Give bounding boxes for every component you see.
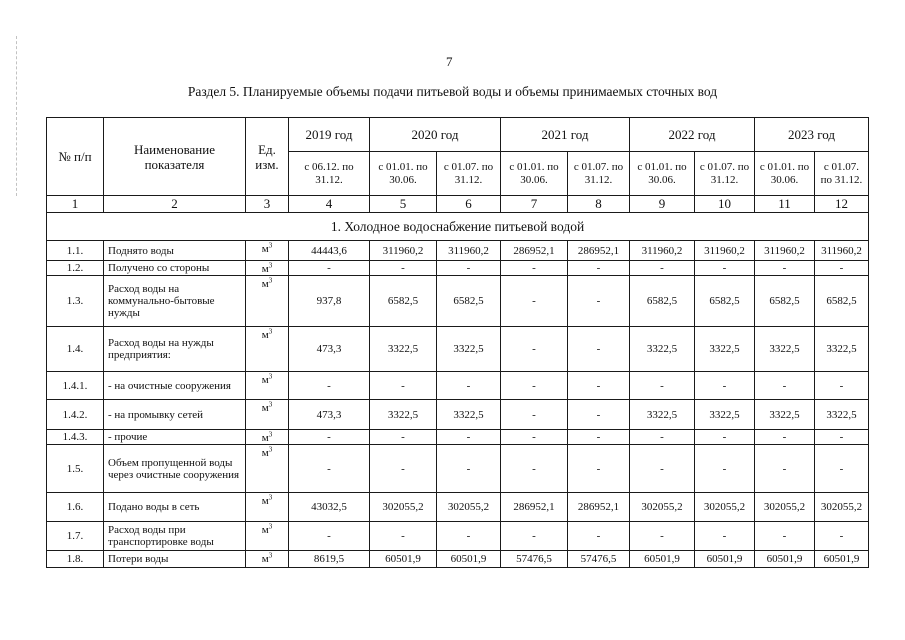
row-value: - xyxy=(568,430,630,445)
row-value: - xyxy=(370,445,437,493)
row-value: - xyxy=(370,261,437,276)
column-number: 8 xyxy=(568,196,630,213)
row-value: 937,8 xyxy=(289,276,370,327)
unit-symbol: м xyxy=(261,374,269,386)
row-unit xyxy=(246,241,289,261)
table-row xyxy=(47,276,869,327)
row-code: 1.6. xyxy=(47,493,104,522)
unit-symbol: м xyxy=(261,495,269,507)
column-number: 9 xyxy=(630,196,695,213)
row-value: - xyxy=(501,430,568,445)
row-value: - xyxy=(630,445,695,493)
unit-exponent: 3 xyxy=(268,551,273,560)
row-name: Получено со стороны xyxy=(104,261,246,276)
row-value: 302055,2 xyxy=(370,493,437,522)
row-value: - xyxy=(289,372,370,400)
row-value: 3322,5 xyxy=(695,327,755,372)
column-number: 7 xyxy=(501,196,568,213)
header-period: с 01.01. по 30.06. xyxy=(501,152,568,196)
row-value: 60501,9 xyxy=(630,551,695,568)
header-unit: Ед. изм. xyxy=(246,118,289,196)
unit-exponent: 3 xyxy=(268,261,273,270)
header-period: с 01.01. по 30.06. xyxy=(370,152,437,196)
header-period: с 01.07. по 31.12. xyxy=(437,152,501,196)
table-row xyxy=(47,327,869,372)
unit-exponent: 3 xyxy=(268,327,273,336)
row-value: 57476,5 xyxy=(568,551,630,568)
row-value: 311960,2 xyxy=(815,241,869,261)
row-value: 311960,2 xyxy=(437,241,501,261)
unit-symbol: м xyxy=(261,553,269,565)
row-code: 1.2. xyxy=(47,261,104,276)
column-number: 6 xyxy=(437,196,501,213)
header-period: с 01.07. по 31.12. xyxy=(815,152,869,196)
row-unit xyxy=(246,400,289,430)
row-unit xyxy=(246,493,289,522)
row-value: 60501,9 xyxy=(695,551,755,568)
row-name: - на промывку сетей xyxy=(104,400,246,430)
unit-symbol: м xyxy=(261,432,269,444)
header-period: с 01.01. по 30.06. xyxy=(630,152,695,196)
row-value: 60501,9 xyxy=(815,551,869,568)
section-heading: 1. Холодное водоснабжение питьевой водой xyxy=(47,213,869,241)
row-value: - xyxy=(437,261,501,276)
row-value: 3322,5 xyxy=(815,400,869,430)
row-value: - xyxy=(568,276,630,327)
row-value: - xyxy=(695,430,755,445)
row-value: - xyxy=(815,430,869,445)
row-value: 286952,1 xyxy=(501,493,568,522)
row-name: Подано воды в сеть xyxy=(104,493,246,522)
row-value: - xyxy=(695,522,755,551)
row-value: - xyxy=(289,522,370,551)
row-code: 1.4.2. xyxy=(47,400,104,430)
row-value: 6582,5 xyxy=(437,276,501,327)
unit-exponent: 3 xyxy=(268,522,273,531)
table-row xyxy=(47,445,869,493)
row-value: 6582,5 xyxy=(370,276,437,327)
column-number: 4 xyxy=(289,196,370,213)
header-period: с 01.07. по 31.12. xyxy=(568,152,630,196)
row-value: 3322,5 xyxy=(755,400,815,430)
row-value: - xyxy=(437,445,501,493)
row-value: 6582,5 xyxy=(695,276,755,327)
column-number: 12 xyxy=(815,196,869,213)
row-code: 1.4.1. xyxy=(47,372,104,400)
row-value: - xyxy=(755,372,815,400)
water-volume-table xyxy=(46,117,869,568)
row-value: - xyxy=(568,522,630,551)
header-year-2021: 2021 год xyxy=(501,118,630,152)
row-value: - xyxy=(501,400,568,430)
column-number: 2 xyxy=(104,196,246,213)
row-unit xyxy=(246,551,289,568)
row-name: Объем пропущенной воды через очистные сооружения xyxy=(104,445,246,493)
row-unit xyxy=(246,261,289,276)
row-value: - xyxy=(501,276,568,327)
row-value: - xyxy=(630,261,695,276)
header-name: Наименование показателя xyxy=(104,118,246,196)
row-value: 6582,5 xyxy=(755,276,815,327)
unit-exponent: 3 xyxy=(268,493,273,502)
table-row xyxy=(47,551,869,568)
row-value: - xyxy=(815,445,869,493)
column-number: 5 xyxy=(370,196,437,213)
row-value: - xyxy=(289,430,370,445)
header-year-2022: 2022 год xyxy=(630,118,755,152)
row-value: - xyxy=(695,372,755,400)
row-value: 286952,1 xyxy=(501,241,568,261)
row-code: 1.7. xyxy=(47,522,104,551)
table-row xyxy=(47,372,869,400)
row-value: - xyxy=(501,445,568,493)
row-value: 6582,5 xyxy=(815,276,869,327)
row-value: 3322,5 xyxy=(630,400,695,430)
row-value: - xyxy=(437,522,501,551)
row-unit xyxy=(246,522,289,551)
header-period: с 06.12. по 31.12. xyxy=(289,152,370,196)
row-value: 3322,5 xyxy=(370,327,437,372)
unit-exponent: 3 xyxy=(268,372,273,381)
row-unit xyxy=(246,430,289,445)
header-year-2019: 2019 год xyxy=(289,118,370,152)
row-value: - xyxy=(755,261,815,276)
table-row xyxy=(47,400,869,430)
unit-symbol: м xyxy=(261,263,269,275)
row-value: - xyxy=(289,261,370,276)
row-code: 1.5. xyxy=(47,445,104,493)
unit-symbol: м xyxy=(261,329,269,341)
unit-exponent: 3 xyxy=(268,400,273,409)
row-value: - xyxy=(630,372,695,400)
row-value: 311960,2 xyxy=(630,241,695,261)
column-number: 10 xyxy=(695,196,755,213)
column-number: 1 xyxy=(47,196,104,213)
row-value: - xyxy=(695,445,755,493)
row-value: - xyxy=(501,261,568,276)
row-value: 6582,5 xyxy=(630,276,695,327)
row-value: - xyxy=(815,522,869,551)
row-value: - xyxy=(289,445,370,493)
row-value: - xyxy=(370,430,437,445)
row-value: - xyxy=(501,372,568,400)
row-value: - xyxy=(501,522,568,551)
row-value: 3322,5 xyxy=(437,327,501,372)
row-value: 3322,5 xyxy=(815,327,869,372)
row-value: - xyxy=(815,372,869,400)
row-value: 43032,5 xyxy=(289,493,370,522)
unit-exponent: 3 xyxy=(268,430,273,439)
row-value: 302055,2 xyxy=(437,493,501,522)
row-value: - xyxy=(568,261,630,276)
row-code: 1.3. xyxy=(47,276,104,327)
row-name: Расход воды при транспортировке воды xyxy=(104,522,246,551)
header-period: с 01.07. по 31.12. xyxy=(695,152,755,196)
table-row xyxy=(47,261,869,276)
row-value: 286952,1 xyxy=(568,241,630,261)
unit-exponent: 3 xyxy=(268,445,273,454)
row-value: - xyxy=(695,261,755,276)
section-title: Раздел 5. Планируемые объемы подачи питьевой воды и объемы принимаемых сточных вод xyxy=(187,84,718,99)
row-value: 311960,2 xyxy=(695,241,755,261)
row-value: - xyxy=(630,430,695,445)
row-value: - xyxy=(815,261,869,276)
row-value: 311960,2 xyxy=(370,241,437,261)
row-name: - на очистные сооружения xyxy=(104,372,246,400)
row-name: Потери воды xyxy=(104,551,246,568)
row-value: - xyxy=(568,372,630,400)
table-row xyxy=(47,522,869,551)
table-row xyxy=(47,241,869,261)
page-number: 7 xyxy=(446,54,453,69)
row-value: 473,3 xyxy=(289,327,370,372)
row-code: 1.4. xyxy=(47,327,104,372)
header-year-2020: 2020 год xyxy=(370,118,501,152)
unit-symbol: м xyxy=(261,402,269,414)
row-value: 3322,5 xyxy=(755,327,815,372)
row-value: 3322,5 xyxy=(630,327,695,372)
header-year-2023: 2023 год xyxy=(755,118,869,152)
row-unit xyxy=(246,372,289,400)
row-value: - xyxy=(370,522,437,551)
unit-symbol: м xyxy=(261,278,269,290)
row-value: - xyxy=(437,430,501,445)
row-unit xyxy=(246,445,289,493)
row-value: 8619,5 xyxy=(289,551,370,568)
row-name: Расход воды на нужды предприятия: xyxy=(104,327,246,372)
margin-mark xyxy=(16,36,18,196)
column-number: 11 xyxy=(755,196,815,213)
row-code: 1.1. xyxy=(47,241,104,261)
unit-symbol: м xyxy=(261,447,269,459)
unit-exponent: 3 xyxy=(268,276,273,285)
row-value: - xyxy=(437,372,501,400)
row-value: 3322,5 xyxy=(695,400,755,430)
row-value: 60501,9 xyxy=(437,551,501,568)
row-value: 60501,9 xyxy=(370,551,437,568)
row-value: 60501,9 xyxy=(755,551,815,568)
unit-exponent: 3 xyxy=(268,241,273,250)
header-period: с 01.01. по 30.06. xyxy=(755,152,815,196)
row-code: 1.8. xyxy=(47,551,104,568)
row-unit xyxy=(246,276,289,327)
row-name: - прочие xyxy=(104,430,246,445)
row-value: - xyxy=(370,372,437,400)
row-value: 302055,2 xyxy=(630,493,695,522)
row-value: 302055,2 xyxy=(815,493,869,522)
row-value: 57476,5 xyxy=(501,551,568,568)
row-value: - xyxy=(568,400,630,430)
row-value: 44443,6 xyxy=(289,241,370,261)
row-value: - xyxy=(630,522,695,551)
row-unit xyxy=(246,327,289,372)
header-no: № п/п xyxy=(47,118,104,196)
row-value: - xyxy=(568,327,630,372)
row-value: 473,3 xyxy=(289,400,370,430)
unit-symbol: м xyxy=(261,243,269,255)
row-value: 302055,2 xyxy=(755,493,815,522)
row-value: 311960,2 xyxy=(755,241,815,261)
row-value: - xyxy=(501,327,568,372)
column-number: 3 xyxy=(246,196,289,213)
row-value: 3322,5 xyxy=(437,400,501,430)
row-value: - xyxy=(755,522,815,551)
unit-symbol: м xyxy=(261,524,269,536)
table-row xyxy=(47,493,869,522)
row-code: 1.4.3. xyxy=(47,430,104,445)
row-value: - xyxy=(755,445,815,493)
row-value: 3322,5 xyxy=(370,400,437,430)
row-value: - xyxy=(568,445,630,493)
row-value: - xyxy=(755,430,815,445)
row-value: 286952,1 xyxy=(568,493,630,522)
row-name: Поднято воды xyxy=(104,241,246,261)
row-name: Расход воды на коммунально-бытовые нужды xyxy=(104,276,246,327)
table-row xyxy=(47,430,869,445)
row-value: 302055,2 xyxy=(695,493,755,522)
